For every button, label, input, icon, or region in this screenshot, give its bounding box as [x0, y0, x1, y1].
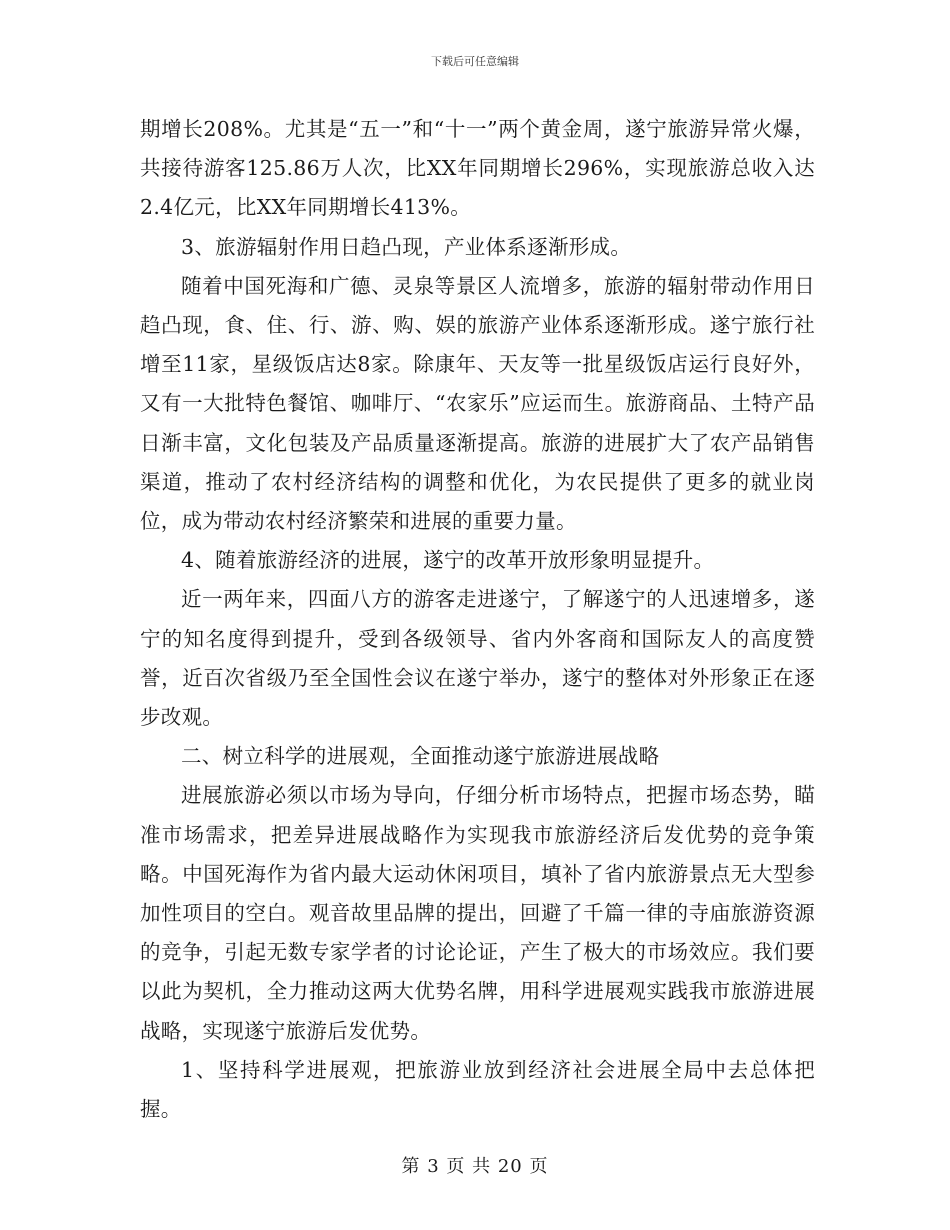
section-heading-3: 3、旅游辐射作用日趋凸现，产业体系逐渐形成。: [181, 234, 632, 259]
section-heading-2: 二、树立科学的进展观，全面推动遂宁旅游进展战略: [181, 744, 660, 769]
paragraph-continuation: 期增长208%。尤其是“五一”和“十一”两个黄金周，遂宁旅游异常火爆，共接待游客125.86万人次，比XX年同期增长296%，实现旅游总收入达2.4亿元，比XX年同期增长413%。: [140, 117, 815, 220]
section-heading-4: 4、随着旅游经济的进展，遂宁的改革开放形象明显提升。: [181, 548, 715, 573]
paragraph-image-improvement: 近一两年来，四面八方的游客走进遂宁，了解遂宁的人迅速增多，遂宁的知名度得到提升，受到各级领导、省内外客商和国际友人的高度赞誉，近百次省级乃至全国性会议在遂宁举办，遂宁的整体对外形象正在逐步改观。: [140, 587, 815, 730]
paragraph-market-strategy: 进展旅游必须以市场为导向，仔细分析市场特点，把握市场态势，瞄准市场需求，把差异进展战略作为实现我市旅游经济后发优势的竞争策略。中国死海作为省内最大运动休闲项目，填补了省内旅游景点无大型参加性项目的空白。观音故里品牌的提出，回避了千篇一律的寺庙旅游资源的竞争，引起无数专家学者的讨论论证，产生了极大的市场效应。我们要以此为契机，全力推动这两大优势名牌，用科学进展观实践我市旅游进展战略，实现遂宁旅游后发优势。: [140, 783, 815, 1043]
document-body: [140, 110, 815, 1129]
section-heading-1: 1、坚持科学进展观，把旅游业放到经济社会进展全局中去总体把握。: [140, 1057, 815, 1122]
page-number-footer: 第 3 页 共 20 页: [401, 1156, 549, 1177]
paragraph-tourism-radiation: 随着中国死海和广德、灵泉等景区人流增多，旅游的辐射带动作用日趋凸现，食、住、行、游、购、娱的旅游产业体系逐渐形成。遂宁旅行社增至11家，星级饭店达8家。除康年、天友等一批星级饭店运行良好外，又有一大批特色餐馆、咖啡厅、“农家乐”应运而生。旅游商品、土特产品日渐丰富，文化包装及产品质量逐渐提高。旅游的进展扩大了农产品销售渠道，推动了农村经济结构的调整和优化，为农民提供了更多的就业岗位，成为带动农村经济繁荣和进展的重要力量。: [140, 273, 815, 534]
page-header: 下载后可任意编辑: [431, 55, 519, 68]
